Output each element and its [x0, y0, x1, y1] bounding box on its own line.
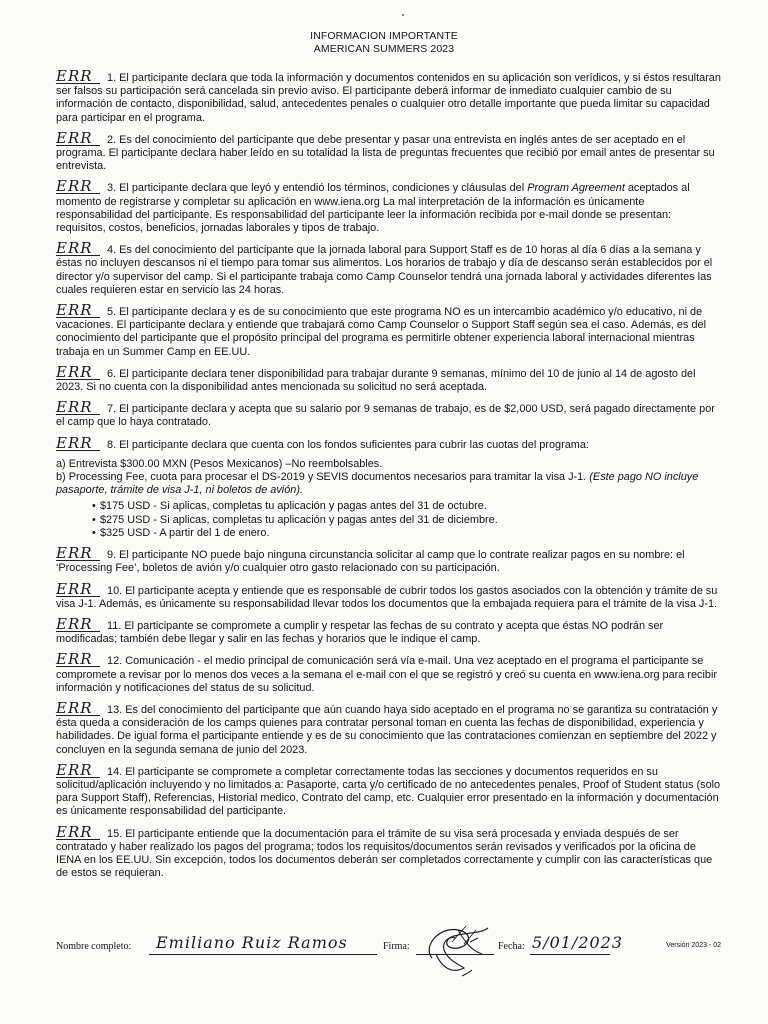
clause-number: 3.: [107, 182, 117, 195]
document-header: [0, 30, 768, 56]
clause-number: 9.: [107, 549, 117, 562]
clause-text: El participante declara tener disponibilidad para trabajar durante 9 semanas, mínimo del 10 de junio al 14 de agosto del 2023. Si no cuenta con la disponibilidad antes mencionada su solicitud no será aceptada.: [56, 367, 696, 394]
clause-6: [56, 362, 721, 394]
clause-text: El participante acepta y entiende que es responsable de cubrir todos los gastos asociados con la obtención y trámite de su visa J-1. Además, es únicamente su responsabilidad llevar todos los documentos que la embajada requiera para el trámite de la visa J-1.: [56, 584, 718, 610]
clause-text: El participante declara y acepta que su salario por 9 semanas de trabajo, es de $2,000 USD, será pagado directamente por el camp que lo haya contratado.: [56, 403, 715, 429]
initials-handwritten: ERR: [56, 547, 100, 561]
clause-number: 12.: [107, 655, 123, 668]
clause-text: aceptados al momento de registrarse y completar su aplicación en www.iena.org La mal interpretación de la información es únicamente responsabilidad del participante. Es responsabilidad del participante leer la información recibida por e-mail donde se presentan: requisitos, costos, beneficios, jornadas laborales y tipos de trabajo.: [56, 182, 690, 235]
version-label: Versión 2023 - 02: [666, 942, 721, 949]
fee-tiers-list: [56, 500, 721, 540]
clause-3: [56, 177, 721, 235]
initials-handwritten: ERR: [56, 826, 100, 840]
document-title: INFORMACION IMPORTANTE: [310, 30, 458, 42]
signature-footer: [56, 930, 721, 990]
initials-handwritten: ERR: [56, 180, 100, 194]
clause-4: [56, 239, 721, 297]
initials-handwritten: ERR: [56, 132, 100, 146]
initials-handwritten: ERR: [56, 304, 100, 318]
clause-8: [56, 433, 721, 540]
clause-text: El participante NO puede bajo ninguna circunstancia solicitar al camp que lo contrate realizar pagos en su nombre: el ‘Processing Fee’, boletos de avión y/o cualquier otro gasto relacionado con su participación.: [56, 549, 685, 575]
initials-handwritten: ERR: [56, 702, 100, 716]
initials-handwritten: ERR: [56, 366, 100, 380]
name-label: Nombre completo:: [56, 941, 132, 952]
initials-handwritten: ERR: [56, 764, 100, 778]
clause-text: El participante entiende que la documentación para el trámite de su visa será procesada y enviada después de ser contratado y haber realizado los pagos del programa; todos los requisitos/documentos serán revisados y verificados por la oficina de IENA en los EE.UU. Sin excepción, todos los documentos deberán ser completados correctamente y cumplir con las características que de estos se requieran.: [56, 827, 713, 880]
name-underline: [149, 954, 377, 955]
clause-15: [56, 822, 721, 881]
clause-2: [56, 128, 721, 174]
clause-text: El participante declara que toda la información y documentos contenidos en su aplicación son verídicos, y si éstos resultaran ser falsos su participación será cancelada sin previo aviso. El participante deberá informar de inmediato cualquier cambio de su información de contacto, disponibilidad, salud, antecedentes penales o cualquier otro detalle importante que pueda limitar su capacidad para participar en el programa.: [56, 72, 721, 124]
clause-text: El participante declara y es de su conocimiento que este programa NO es un intercambio académico y/o educativo, ni de vacaciones. El participante declara y entiende que trabajará como Camp Counselor o Support Staff según sea el caso. Además, es del conocimiento del participante que el propósito principal del programa es permitirle obtener experiencia laboral internacional mientras trabaja en un Summer Camp en EE.UU.: [56, 306, 706, 358]
initials-handwritten: ERR: [56, 583, 100, 597]
clause-text: El participante declara que leyó y entendió los términos, condiciones y cláusulas del: [119, 182, 528, 195]
clause-number: 14.: [107, 765, 123, 778]
clause-12: [56, 650, 721, 695]
name-handwritten: Emiliano Ruiz Ramos: [156, 933, 348, 952]
clause-7: [56, 398, 721, 429]
clause-text: El participante declara que cuenta con los fondos suficientes para cubrir las cuotas del programa:: [119, 438, 589, 451]
initials-handwritten: ERR: [56, 242, 100, 256]
clause-number: 13.: [107, 703, 123, 716]
fee-interview: a) Entrevista $300.00 MXN (Pesos Mexicanos) –No reembolsables.: [56, 457, 383, 470]
clause-text: Comunicación - el medio principal de comunicación será vía e-mail. Una vez aceptado en el programa el participante se compromete a revisar por lo menos dos veces a la semana el e-mail con el que se registró y creó su cuenta en www.iena.org para recibir información y notificaciones del status de su solicitud.: [56, 655, 718, 694]
initials-handwritten: ERR: [56, 401, 100, 415]
clause-text: Es del conocimiento del participante que la jornada laboral para Support Staff es de 10 horas al día 6 días a la semana y éstas no incluyen descansos ni el tiempo para tomar sus alimentos. Los horarios de trabajo y día de descanso serán establecidos por el director y/o supervisor del camp. Si el participante trabaja como Camp Counselor tendrá una jornada laboral y actividades diferentes las cuales requieren estar en servicio las 24 horas.: [56, 244, 713, 296]
clause-number: 4.: [107, 244, 117, 257]
signature-label: Firma:: [383, 941, 410, 952]
clause-text: Es del conocimiento del participante que debe presentar y pasar una entrevista en inglés antes de ser aceptado en el programa. El participante declara haber leído en su totalidad la lista de preguntas frecuentes que recibió por email antes de presentar su entrevista.: [56, 133, 715, 173]
clause-10: [56, 579, 721, 611]
clause-number: 10.: [107, 584, 123, 597]
clause-11: [56, 614, 721, 646]
date-handwritten: 5/01/2023: [532, 933, 624, 952]
document-subtitle: AMERICAN SUMMERS 2023: [313, 43, 455, 55]
clause-9: [56, 544, 721, 575]
initials-handwritten: ERR: [56, 618, 100, 632]
clause-5: [56, 301, 721, 359]
clause-14: [56, 760, 721, 819]
clause-text: Es del conocimiento del participante que aún cuando haya sido aceptado en el programa no se garantiza su contratación y ésta queda a consideración de los camps quienes para contratar personal toman en cuenta las fechas de disponibilidad, experiencia y habilidades. De igual forma el participante entiende y es de su conocimiento que las contrataciones comienzan en septiembre del 2022 y concluyen en la segunda semana de junio del 2023.: [56, 703, 718, 756]
fee-tier: • $175 USD - Si aplicas, completas tu aplicación y pagas antes del 31 de octubre.: [100, 500, 721, 513]
clause-1: [56, 67, 721, 125]
fee-tier: • $325 USD - A partir del 1 de enero.: [100, 527, 721, 540]
date-underline: [530, 954, 610, 955]
clause-text: El participante se compromete a completar correctamente todas las secciones y documentos requeridos en su solicitud/aplicación incluyendo y no limitados a: Pasaporte, carta y/o certificado de no antecedentes penales, Proof of Student status (solo para Support Staff), Referencias, Historial medico, Contrato del camp, etc. Cualquier error presentado en la información y documentación es únicamente responsabilidad del participante.: [56, 765, 721, 818]
clause-number: 2.: [107, 133, 117, 146]
fee-tier: • $275 USD - Si aplicas, completas tu aplicación y pagas antes del 31 de diciembre.: [100, 514, 721, 527]
fee-processing: [56, 471, 721, 497]
fee-processing-note: (Este pago NO incluye pasaporte, trámite de visa J-1, ni boletos de avión).: [56, 471, 699, 497]
clause-13: [56, 698, 721, 757]
clause-text-emphasis: Program Agreement: [527, 182, 625, 195]
scan-speck: [402, 14, 404, 16]
initials-handwritten: ERR: [56, 70, 100, 84]
clause-number: 15.: [107, 827, 123, 840]
clause-text: El participante se compromete a cumplir y respetar las fechas de su contrato y acepta que éstas NO podrán ser modificadas; también debe llegar y salir en las fechas y horarios que le indique el camp.: [56, 619, 664, 646]
clause-number: 1.: [107, 72, 117, 84]
clause-number: 5.: [107, 306, 117, 319]
fee-processing-text: b) Processing Fee, cuota para procesar el DS-2019 y SEVIS documentos necesarios para tramitar la visa J-1.: [56, 471, 590, 484]
handwritten-signature: [418, 920, 498, 980]
date-label: Fecha:: [498, 941, 525, 952]
clauses-list: [56, 67, 721, 887]
clause-number: 8.: [107, 438, 117, 451]
clause-number: 6.: [107, 367, 117, 380]
initials-handwritten: ERR: [56, 437, 100, 451]
clause-number: 11.: [107, 619, 122, 632]
initials-handwritten: ERR: [56, 653, 100, 667]
clause-number: 7.: [107, 403, 117, 416]
